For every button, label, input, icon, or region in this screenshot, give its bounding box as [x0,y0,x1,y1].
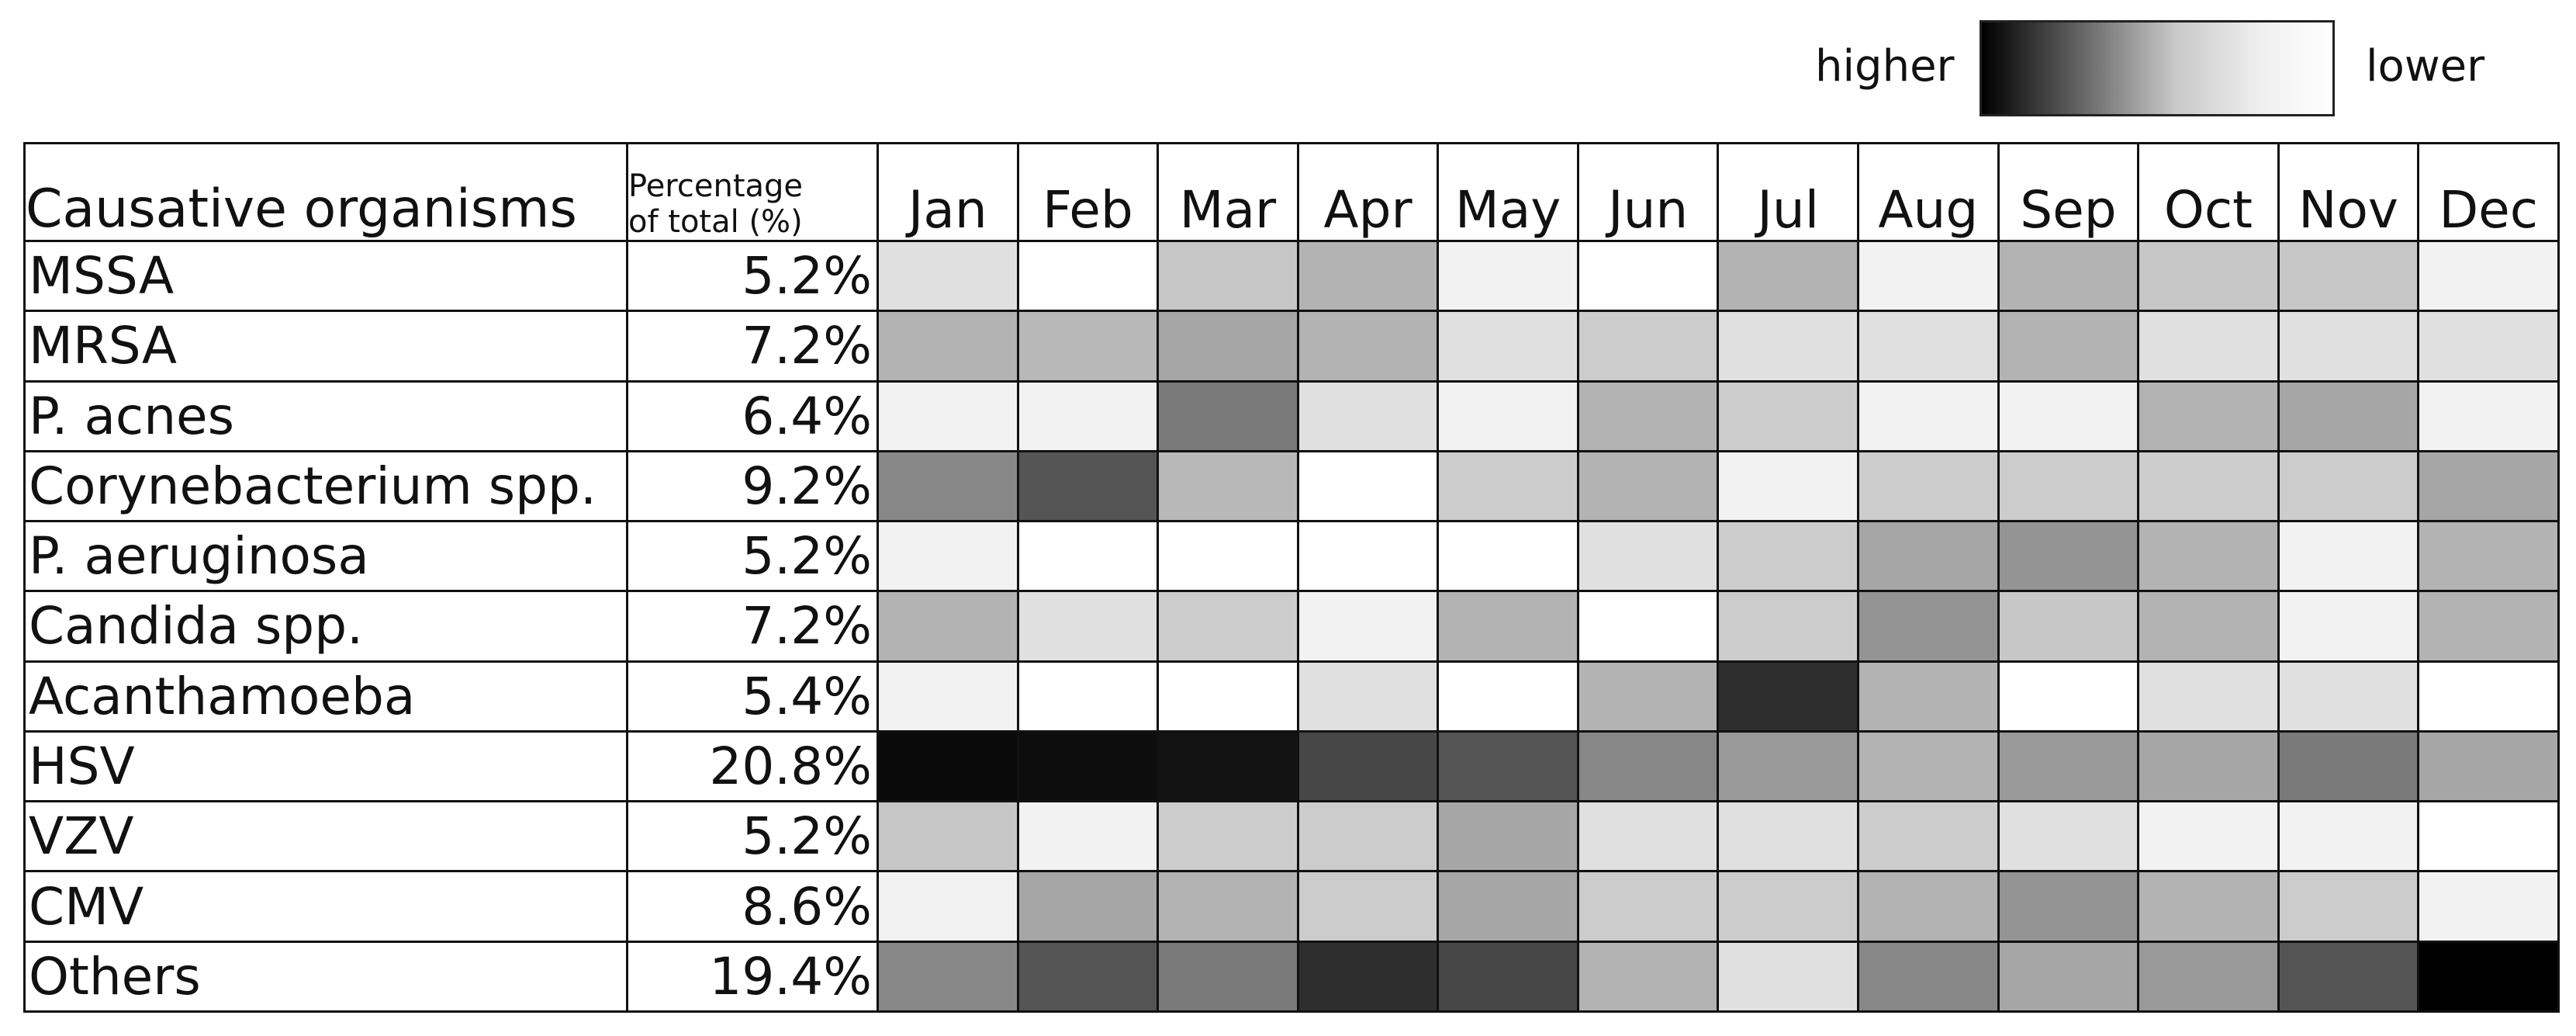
heat-cell-jan [878,591,1018,661]
heat-cell-may [1438,802,1578,871]
heat-cell-apr [1298,871,1438,941]
heat-cell-sep [1998,451,2139,521]
percentage-of-total: 8.6% [628,871,878,941]
heat-cell-dec [2419,941,2559,1011]
organism-name: Others [25,941,628,1011]
heat-cell-dec [2419,802,2559,871]
heat-cell-feb [1018,591,1158,661]
heat-cell-oct [2139,731,2279,801]
color-scale-legend [1800,20,2536,121]
organism-column-header: Causative organisms [25,144,628,241]
heat-cell-apr [1298,731,1438,801]
heat-cell-nov [2278,941,2419,1011]
heat-cell-jan [878,241,1018,311]
organism-name: MSSA [25,241,628,311]
heat-cell-oct [2139,241,2279,311]
heat-cell-sep [1998,802,2139,871]
heat-cell-dec [2419,731,2559,801]
month-header-mar: Mar [1158,144,1298,241]
heat-cell-jan [878,451,1018,521]
heat-cell-jul [1718,241,1859,311]
heat-cell-aug [1859,591,1999,661]
heat-cell-may [1438,941,1578,1011]
heat-cell-dec [2419,521,2559,591]
heat-cell-feb [1018,381,1158,451]
heat-cell-jan [878,731,1018,801]
heat-cell-aug [1859,311,1999,381]
organism-name: Acanthamoeba [25,661,628,731]
heat-cell-jun [1578,661,1718,731]
heat-cell-jan [878,661,1018,731]
heat-cell-jul [1718,381,1859,451]
heat-cell-apr [1298,381,1438,451]
table-row [25,941,2559,1011]
month-header-apr: Apr [1298,144,1438,241]
month-header-feb: Feb [1018,144,1158,241]
organism-name: HSV [25,731,628,801]
heat-cell-may [1438,521,1578,591]
heat-cell-feb [1018,871,1158,941]
heat-cell-nov [2278,802,2419,871]
heat-cell-nov [2278,731,2419,801]
month-header-nov: Nov [2278,144,2419,241]
heat-cell-jul [1718,941,1859,1011]
heat-cell-aug [1859,381,1999,451]
heat-cell-nov [2278,521,2419,591]
table-row [25,591,2559,661]
percentage-of-total: 7.2% [628,591,878,661]
heat-cell-oct [2139,802,2279,871]
month-header-sep: Sep [1998,144,2139,241]
percentage-of-total: 5.2% [628,521,878,591]
heat-cell-oct [2139,381,2279,451]
heat-cell-nov [2278,871,2419,941]
heat-cell-may [1438,661,1578,731]
heat-cell-mar [1158,241,1298,311]
month-header-jun: Jun [1578,144,1718,241]
heat-cell-mar [1158,871,1298,941]
heat-cell-jul [1718,521,1859,591]
table-row [25,521,2559,591]
heat-cell-dec [2419,871,2559,941]
organism-name: Corynebacterium spp. [25,451,628,521]
heat-cell-apr [1298,802,1438,871]
heat-cell-feb [1018,661,1158,731]
heat-cell-aug [1859,521,1999,591]
heat-cell-mar [1158,381,1298,451]
heat-cell-jul [1718,451,1859,521]
heat-cell-feb [1018,941,1158,1011]
heat-cell-feb [1018,451,1158,521]
percentage-of-total: 5.4% [628,661,878,731]
table-row [25,871,2559,941]
heat-cell-sep [1998,241,2139,311]
heat-cell-jun [1578,941,1718,1011]
heat-cell-dec [2419,381,2559,451]
heat-cell-sep [1998,661,2139,731]
heat-cell-oct [2139,941,2279,1011]
heat-cell-mar [1158,451,1298,521]
heat-cell-oct [2139,521,2279,591]
organism-name: VZV [25,802,628,871]
heat-cell-mar [1158,311,1298,381]
table-row [25,802,2559,871]
heat-cell-jan [878,941,1018,1011]
heat-cell-feb [1018,521,1158,591]
table-row [25,311,2559,381]
table-row [25,381,2559,451]
heat-cell-feb [1018,241,1158,311]
heat-cell-nov [2278,311,2419,381]
heat-cell-nov [2278,451,2419,521]
table-row [25,451,2559,521]
heat-cell-apr [1298,451,1438,521]
heat-cell-sep [1998,311,2139,381]
heat-cell-aug [1859,731,1999,801]
heat-cell-feb [1018,731,1158,801]
heat-cell-oct [2139,311,2279,381]
heat-cell-jun [1578,731,1718,801]
heat-cell-jun [1578,802,1718,871]
percentage-of-total: 7.2% [628,311,878,381]
heat-cell-jun [1578,311,1718,381]
heat-cell-dec [2419,591,2559,661]
organism-name: MRSA [25,311,628,381]
heat-cell-jul [1718,802,1859,871]
heat-cell-nov [2278,661,2419,731]
heat-cell-mar [1158,661,1298,731]
heatmap-table [23,142,2560,1013]
heat-cell-apr [1298,311,1438,381]
heat-cell-jul [1718,661,1859,731]
heat-cell-oct [2139,591,2279,661]
heatmap-body [25,241,2559,1012]
heat-cell-aug [1859,941,1999,1011]
organism-name: CMV [25,871,628,941]
heat-cell-jul [1718,311,1859,381]
percentage-of-total: 20.8% [628,731,878,801]
heat-cell-may [1438,731,1578,801]
heat-cell-sep [1998,941,2139,1011]
heat-cell-nov [2278,381,2419,451]
heat-cell-sep [1998,591,2139,661]
percentage-of-total: 19.4% [628,941,878,1011]
heat-cell-jan [878,311,1018,381]
heat-cell-may [1438,381,1578,451]
legend-gradient-bar [1980,20,2335,116]
heat-cell-dec [2419,451,2559,521]
heat-cell-oct [2139,661,2279,731]
table-row [25,241,2559,311]
organism-name: P. acnes [25,381,628,451]
heat-cell-may [1438,591,1578,661]
heat-cell-apr [1298,241,1438,311]
heat-cell-apr [1298,941,1438,1011]
heat-cell-mar [1158,731,1298,801]
heat-cell-jun [1578,591,1718,661]
heat-cell-may [1438,241,1578,311]
table-row [25,731,2559,801]
heat-cell-apr [1298,521,1438,591]
heat-cell-nov [2278,591,2419,661]
heat-cell-sep [1998,731,2139,801]
heat-cell-mar [1158,941,1298,1011]
month-header-jul: Jul [1718,144,1859,241]
percentage-of-total: 5.2% [628,241,878,311]
heat-cell-jan [878,802,1018,871]
heat-cell-sep [1998,871,2139,941]
heat-cell-jun [1578,381,1718,451]
heat-cell-aug [1859,802,1999,871]
heat-cell-aug [1859,451,1999,521]
heat-cell-jul [1718,591,1859,661]
month-header-may: May [1438,144,1578,241]
percentage-of-total: 5.2% [628,802,878,871]
heat-cell-jan [878,381,1018,451]
heat-cell-may [1438,451,1578,521]
legend-higher-label: higher [1815,41,1955,92]
heat-cell-feb [1018,802,1158,871]
heat-cell-oct [2139,451,2279,521]
month-header-jan: Jan [878,144,1018,241]
heat-cell-sep [1998,381,2139,451]
heat-cell-jun [1578,451,1718,521]
percentage-of-total: 6.4% [628,381,878,451]
heat-cell-aug [1859,871,1999,941]
month-header-aug: Aug [1859,144,1999,241]
heat-cell-dec [2419,661,2559,731]
legend-lower-label: lower [2366,41,2485,92]
heat-cell-jul [1718,731,1859,801]
heat-cell-mar [1158,802,1298,871]
heat-cell-mar [1158,521,1298,591]
percentage-header-line2: of total (%) [628,204,803,240]
percentage-header-line1: Percentage [628,168,804,204]
heat-cell-may [1438,871,1578,941]
heat-cell-mar [1158,591,1298,661]
heat-cell-jul [1718,871,1859,941]
heat-cell-jan [878,871,1018,941]
heat-cell-feb [1018,311,1158,381]
organism-name: Candida spp. [25,591,628,661]
heat-cell-aug [1859,241,1999,311]
heat-cell-jan [878,521,1018,591]
heat-cell-jun [1578,521,1718,591]
heat-cell-apr [1298,661,1438,731]
header-row [25,144,2559,241]
percentage-of-total: 9.2% [628,451,878,521]
heat-cell-jun [1578,241,1718,311]
organism-name: P. aeruginosa [25,521,628,591]
percentage-column-header [628,144,878,241]
heat-cell-may [1438,311,1578,381]
heat-cell-aug [1859,661,1999,731]
heat-cell-dec [2419,241,2559,311]
month-header-dec: Dec [2419,144,2559,241]
heat-cell-oct [2139,871,2279,941]
heat-cell-sep [1998,521,2139,591]
heat-cell-apr [1298,591,1438,661]
heat-cell-dec [2419,311,2559,381]
heat-cell-jun [1578,871,1718,941]
heat-cell-nov [2278,241,2419,311]
table-row [25,661,2559,731]
month-header-oct: Oct [2139,144,2279,241]
